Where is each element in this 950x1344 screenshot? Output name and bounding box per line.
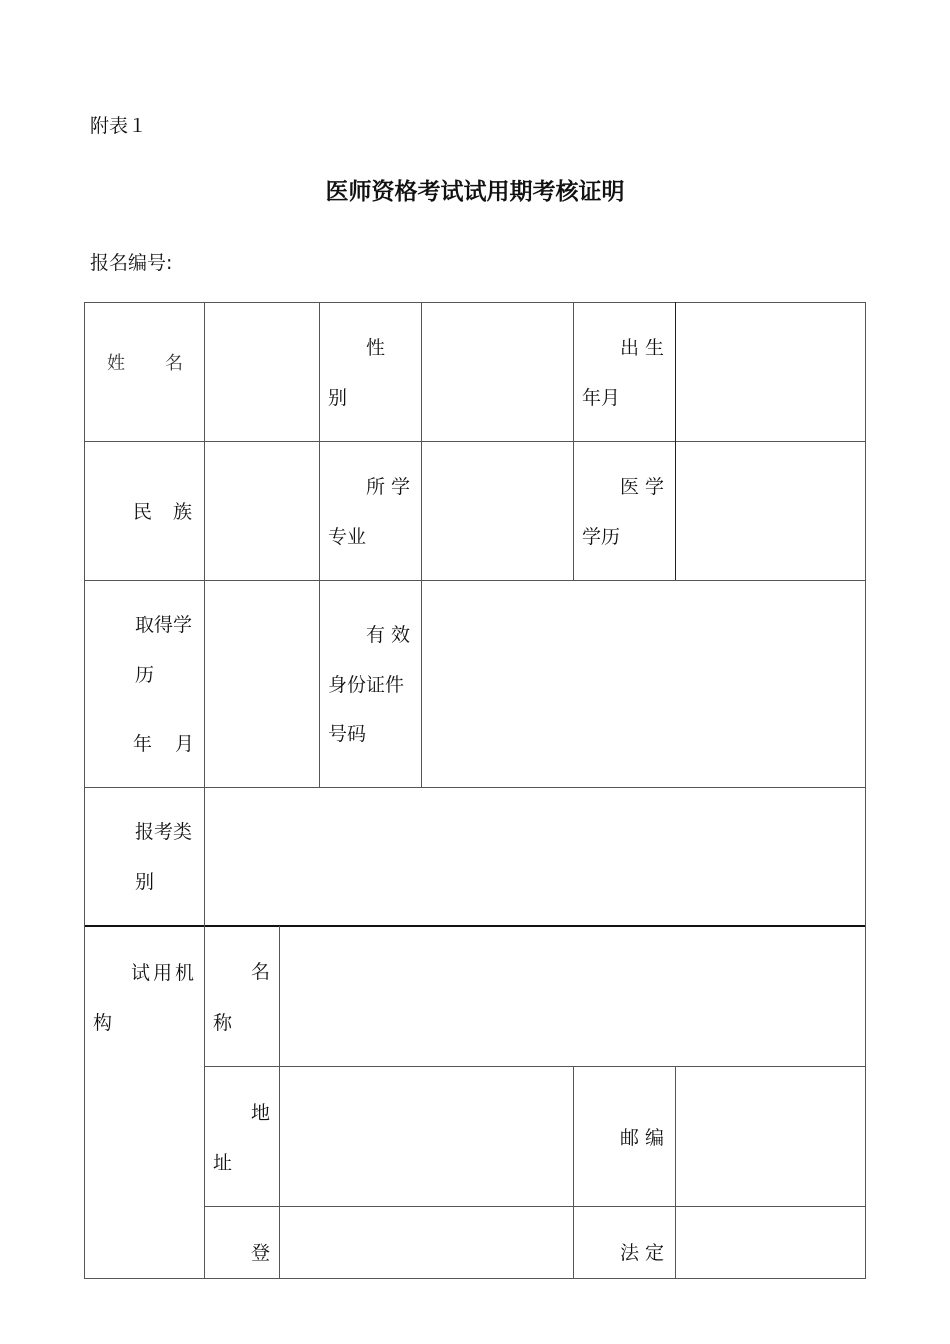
exam-category-label-2: 别 [135,871,155,893]
legal-value-cell[interactable] [676,1207,865,1278]
table-border-bottom [84,1278,866,1279]
institution-label-1: 试用机 [131,962,198,984]
inst-name-label-1: 名 [251,961,271,983]
major-value-cell[interactable] [422,442,573,580]
attachment-label: 附表１ [90,115,148,137]
inst-address-label-2: 址 [213,1152,233,1174]
postcode-value-cell[interactable] [676,1067,865,1206]
id-label-2: 身份证件 [328,674,405,696]
birth-label-1: 出 生 [620,337,665,359]
inst-address-value-cell[interactable] [280,1067,573,1206]
table-border-left [84,302,85,1279]
major-label-2: 专业 [328,526,367,548]
exam-category-value-cell[interactable] [205,788,865,925]
name-value-cell[interactable] [205,303,319,441]
id-value-cell[interactable] [422,581,865,787]
postcode-label: 邮 编 [620,1127,665,1149]
degree-date-label-3: 年 [133,733,153,755]
education-label-2: 学历 [582,526,621,548]
ethnicity-label-1: 民 [133,501,153,523]
column-divider [573,302,574,580]
row-divider-thick [84,925,866,927]
education-value-cell[interactable] [676,442,865,580]
major-label-1: 所 学 [366,476,411,498]
gender-value-cell[interactable] [422,303,573,441]
register-value-cell[interactable] [280,1207,573,1278]
table-border-right [865,302,866,1279]
ethnicity-value-cell[interactable] [205,442,319,580]
degree-date-label-1: 取得学 [135,614,193,636]
degree-date-label-2: 历 [135,664,155,686]
gender-label-1: 性 [366,337,386,359]
birth-label-2: 年月 [582,387,621,409]
birth-value-cell[interactable] [676,303,865,441]
register-label: 登 [251,1242,271,1264]
inst-name-value-cell[interactable] [280,928,865,1066]
name-label-2: 名 [165,353,183,374]
inst-name-label-2: 称 [213,1012,233,1034]
degree-date-value-cell[interactable] [205,581,319,787]
institution-label-2: 构 [93,1012,113,1034]
id-label-3: 号码 [328,723,367,745]
ethnicity-label-2: 族 [173,501,193,523]
column-divider [573,1066,574,1279]
legal-label: 法 定 [620,1242,665,1264]
registration-number-label: 报名编号: [90,252,173,274]
column-divider [319,302,320,787]
education-label-1: 医 学 [620,476,665,498]
degree-date-label-4: 月 [175,733,195,755]
gender-label-2: 别 [328,387,348,409]
document-title: 医师资格考试试用期考核证明 [325,178,625,205]
name-label-1: 姓 [107,353,125,374]
exam-category-label-1: 报考类 [135,821,193,843]
inst-address-label-1: 地 [251,1102,271,1124]
id-label-1: 有 效 [366,624,411,646]
